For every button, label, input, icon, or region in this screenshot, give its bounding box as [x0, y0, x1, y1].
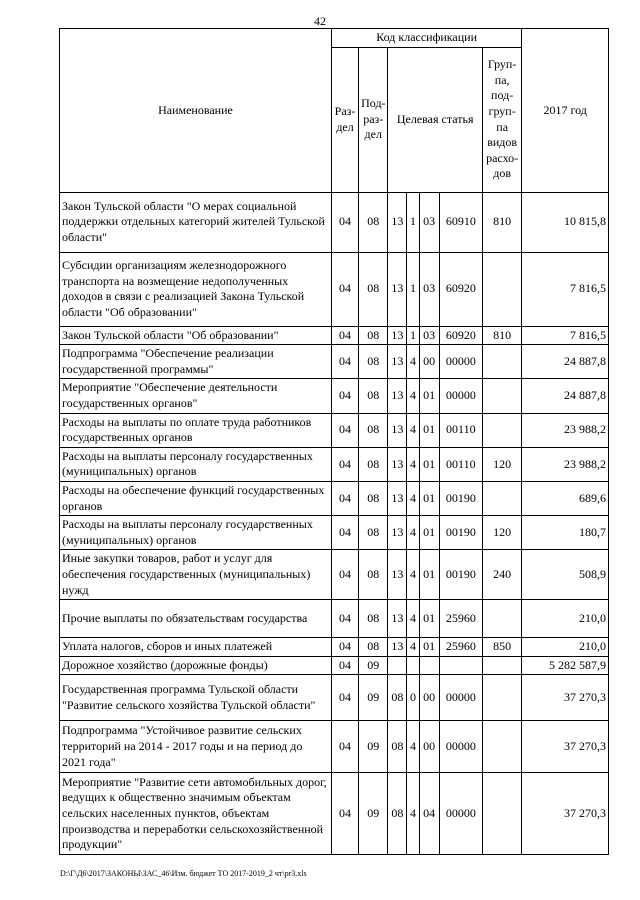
row-target-program: 08: [388, 675, 407, 721]
row-name: Уплата налогов, сборов и иных платежей: [60, 638, 332, 657]
row-name: Дорожное хозяйство (дорожные фонды): [60, 656, 332, 675]
row-target-event: 01: [419, 638, 439, 657]
row-target-subprogram: 4: [407, 721, 419, 773]
row-target-subprogram: 4: [407, 550, 419, 600]
row-target-program: 13: [388, 516, 407, 550]
table-row: [60, 656, 609, 675]
table-row: [60, 326, 609, 345]
row-amount-2017: 37 270,3: [522, 773, 609, 855]
row-target-event: 04: [419, 773, 439, 855]
row-target-program: 13: [388, 192, 407, 252]
row-razdel: 04: [331, 600, 358, 638]
row-target-event: 01: [419, 481, 439, 515]
row-target-direction: 00190: [439, 516, 482, 550]
row-podrazdel: 08: [359, 413, 388, 447]
row-target-direction: 00000: [439, 379, 482, 413]
row-amount-2017: 23 988,2: [522, 413, 609, 447]
row-expense-type: [482, 413, 521, 447]
budget-table: [59, 28, 609, 855]
row-target-subprogram: 4: [407, 481, 419, 515]
table-row: [60, 192, 609, 252]
row-razdel: 04: [331, 447, 358, 481]
row-name: Субсидии организациям железнодорожного транспорта на возмещение недополученных доходов в связи с реализацией Закона Тульской области "Об образовании": [60, 252, 332, 326]
row-target-program: 13: [388, 638, 407, 657]
row-target-direction: 00110: [439, 447, 482, 481]
row-name: Закон Тульской области "О мерах социальной поддержки отдельных категорий жителей Тульской области": [60, 192, 332, 252]
table-row: [60, 481, 609, 515]
row-target-subprogram: 4: [407, 638, 419, 657]
row-target-program: 13: [388, 345, 407, 379]
row-amount-2017: 37 270,3: [522, 675, 609, 721]
row-name: Расходы на обеспечение функций государственных органов: [60, 481, 332, 515]
row-expense-type: 120: [482, 516, 521, 550]
row-podrazdel: 08: [359, 252, 388, 326]
row-target-direction: 60910: [439, 192, 482, 252]
header-expense-group: Груп- па, под- груп- па видов расхо- дов: [482, 47, 521, 192]
row-target-program: 13: [388, 252, 407, 326]
row-amount-2017: 508,9: [522, 550, 609, 600]
row-name: Подпрограмма "Устойчивое развитие сельских территорий на 2014 - 2017 годы и на период до 2021 года": [60, 721, 332, 773]
row-target-event: 00: [419, 721, 439, 773]
row-amount-2017: 37 270,3: [522, 721, 609, 773]
row-amount-2017: 24 887,8: [522, 345, 609, 379]
row-razdel: 04: [331, 413, 358, 447]
table-row: [60, 516, 609, 550]
row-expense-type: [482, 721, 521, 773]
row-target-program: 13: [388, 481, 407, 515]
row-expense-type: [482, 481, 521, 515]
row-target-direction: 00000: [439, 345, 482, 379]
row-podrazdel: 08: [359, 516, 388, 550]
row-amount-2017: 23 988,2: [522, 447, 609, 481]
row-expense-type: [482, 379, 521, 413]
row-target-program: 08: [388, 773, 407, 855]
row-target-event: [419, 656, 439, 675]
table-body: [60, 192, 609, 855]
row-name: Подпрограмма "Обеспечение реализации государственной программы": [60, 345, 332, 379]
row-target-subprogram: 4: [407, 600, 419, 638]
row-target-event: 03: [419, 326, 439, 345]
row-razdel: 04: [331, 345, 358, 379]
row-expense-type: 240: [482, 550, 521, 600]
row-target-event: 01: [419, 447, 439, 481]
row-target-program: 13: [388, 447, 407, 481]
row-target-direction: 00110: [439, 413, 482, 447]
row-podrazdel: 08: [359, 638, 388, 657]
row-amount-2017: 5 282 587,9: [522, 656, 609, 675]
table-row: [60, 413, 609, 447]
row-amount-2017: 210,0: [522, 600, 609, 638]
row-amount-2017: 180,7: [522, 516, 609, 550]
row-razdel: 04: [331, 656, 358, 675]
row-target-event: 01: [419, 550, 439, 600]
row-target-subprogram: 4: [407, 447, 419, 481]
row-target-direction: 25960: [439, 638, 482, 657]
row-podrazdel: 09: [359, 773, 388, 855]
row-podrazdel: 09: [359, 675, 388, 721]
row-podrazdel: 08: [359, 550, 388, 600]
row-target-program: [388, 656, 407, 675]
row-target-event: 00: [419, 345, 439, 379]
row-expense-type: [482, 252, 521, 326]
row-podrazdel: 09: [359, 656, 388, 675]
row-expense-type: 810: [482, 326, 521, 345]
row-target-direction: [439, 656, 482, 675]
row-target-event: 01: [419, 600, 439, 638]
row-podrazdel: 08: [359, 326, 388, 345]
table-row: [60, 550, 609, 600]
row-target-subprogram: 4: [407, 413, 419, 447]
row-target-direction: 00190: [439, 481, 482, 515]
table-row: [60, 345, 609, 379]
header-podrazdel: Под- раз- дел: [359, 47, 388, 192]
row-target-direction: 60920: [439, 326, 482, 345]
row-podrazdel: 08: [359, 447, 388, 481]
row-target-program: 13: [388, 550, 407, 600]
row-amount-2017: 7 816,5: [522, 326, 609, 345]
table-row: [60, 379, 609, 413]
row-razdel: 04: [331, 326, 358, 345]
table-row: [60, 721, 609, 773]
row-razdel: 04: [331, 252, 358, 326]
row-target-program: 13: [388, 379, 407, 413]
row-razdel: 04: [331, 481, 358, 515]
table-row: [60, 638, 609, 657]
row-amount-2017: 7 816,5: [522, 252, 609, 326]
table-row: [60, 773, 609, 855]
row-amount-2017: 689,6: [522, 481, 609, 515]
table-row: [60, 447, 609, 481]
row-podrazdel: 08: [359, 481, 388, 515]
row-amount-2017: 210,0: [522, 638, 609, 657]
row-expense-type: 850: [482, 638, 521, 657]
row-target-subprogram: 1: [407, 192, 419, 252]
row-amount-2017: 24 887,8: [522, 379, 609, 413]
row-name: Расходы на выплаты по оплате труда работников государственных органов: [60, 413, 332, 447]
header-target-article: Целевая статья: [388, 47, 483, 192]
row-expense-type: [482, 600, 521, 638]
table-row: [60, 252, 609, 326]
row-target-event: 03: [419, 192, 439, 252]
row-expense-type: [482, 345, 521, 379]
row-target-direction: 60920: [439, 252, 482, 326]
row-name: Иные закупки товаров, работ и услуг для обеспечения государственных (муниципальных) нужд: [60, 550, 332, 600]
row-target-direction: 00000: [439, 773, 482, 855]
row-razdel: 04: [331, 516, 358, 550]
row-target-direction: 00000: [439, 721, 482, 773]
row-target-direction: 25960: [439, 600, 482, 638]
file-path-footer: D:\Г\Д6\2017\ЗАКОНЫ\ЗАС_46\Изм. бюджет ТО 2017-2019_2 чт\pr3.xls: [60, 869, 307, 878]
row-target-direction: 00000: [439, 675, 482, 721]
row-name: Мероприятие "Развитие сети автомобильных дорог, ведущих к общественно значимым объектам сельских населенных пунктов, объектам производства и переработки сельскохозяйственной продукции": [60, 773, 332, 855]
row-razdel: 04: [331, 638, 358, 657]
row-target-program: 13: [388, 326, 407, 345]
row-razdel: 04: [331, 550, 358, 600]
row-razdel: 04: [331, 379, 358, 413]
row-target-event: 01: [419, 516, 439, 550]
row-podrazdel: 08: [359, 600, 388, 638]
row-target-subprogram: 4: [407, 379, 419, 413]
row-podrazdel: 09: [359, 721, 388, 773]
row-podrazdel: 08: [359, 379, 388, 413]
row-razdel: 04: [331, 773, 358, 855]
row-name: Прочие выплаты по обязательствам государства: [60, 600, 332, 638]
row-amount-2017: 10 815,8: [522, 192, 609, 252]
row-razdel: 04: [331, 192, 358, 252]
row-target-subprogram: 4: [407, 773, 419, 855]
row-name: Мероприятие "Обеспечение деятельности государственных органов": [60, 379, 332, 413]
row-target-program: 08: [388, 721, 407, 773]
row-razdel: 04: [331, 721, 358, 773]
header-razdel: Раз- дел: [331, 47, 358, 192]
page-number: 42: [314, 14, 326, 28]
row-target-subprogram: 4: [407, 345, 419, 379]
row-expense-type: 810: [482, 192, 521, 252]
row-target-event: 03: [419, 252, 439, 326]
row-target-subprogram: [407, 656, 419, 675]
row-name: Закон Тульской области "Об образовании": [60, 326, 332, 345]
table-row: [60, 675, 609, 721]
header-year: 2017 год: [522, 29, 609, 193]
row-target-program: 13: [388, 413, 407, 447]
row-name: Расходы на выплаты персоналу государственных (муниципальных) органов: [60, 516, 332, 550]
row-target-event: 00: [419, 675, 439, 721]
row-expense-type: 120: [482, 447, 521, 481]
row-target-subprogram: 1: [407, 252, 419, 326]
header-name: Наименование: [60, 29, 332, 193]
row-target-subprogram: 4: [407, 516, 419, 550]
table-row: [60, 600, 609, 638]
row-podrazdel: 08: [359, 345, 388, 379]
row-expense-type: [482, 773, 521, 855]
row-target-program: 13: [388, 600, 407, 638]
header-classification: Код классификации: [331, 29, 521, 48]
row-expense-type: [482, 675, 521, 721]
row-target-subprogram: 0: [407, 675, 419, 721]
row-razdel: 04: [331, 675, 358, 721]
row-expense-type: [482, 656, 521, 675]
row-name: Государственная программа Тульской области "Развитие сельского хозяйства Тульской области": [60, 675, 332, 721]
row-target-event: 01: [419, 379, 439, 413]
row-name: Расходы на выплаты персоналу государственных (муниципальных) органов: [60, 447, 332, 481]
row-target-direction: 00190: [439, 550, 482, 600]
row-target-event: 01: [419, 413, 439, 447]
row-podrazdel: 08: [359, 192, 388, 252]
row-target-subprogram: 1: [407, 326, 419, 345]
